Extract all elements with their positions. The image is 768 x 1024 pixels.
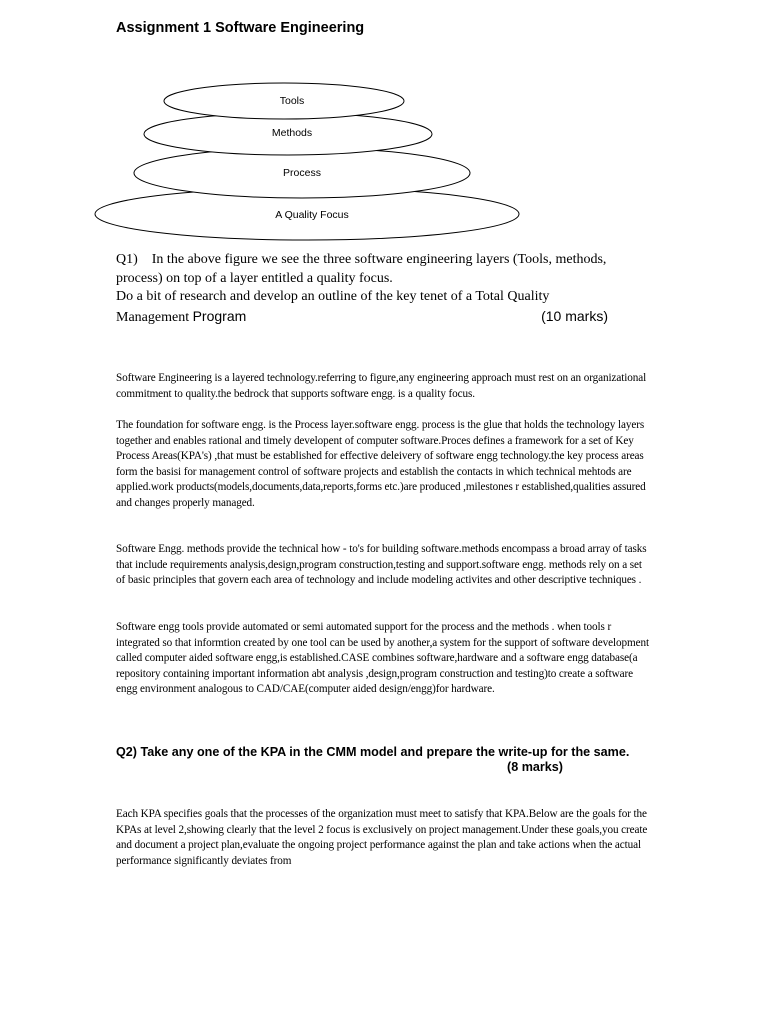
question-2-marks: (8 marks) [507, 760, 564, 774]
question-1-line-1: Q1) In the above figure we see the three software engineering layers (Tools, methods, [116, 252, 607, 267]
document-title: Assignment 1 Software Engineering [116, 20, 365, 36]
answer-1-paragraph-4: Software engg tools provide automated or semi automated support for the process and the methods . when tools r integrated so that informtion created by one tool can be used by another,a system for the support of software development called computer aided software engg,is established.CASE combines software,hardware and a software engg database(a repository containing important information abt analysis ,design,program construction and testing)to create a software engg environment analogous to CAD/CAE(computer aided design/engg)for hardware. [116, 621, 649, 696]
answer-1-paragraph-2: The foundation for software engg. is the Process layer.software engg. process is the glue that holds the technology layers together and enables rational and timely developent of computer software.Proces defines a framework for a set of Key Process Areas(KPA's) ,that must be established for effective deleivery of software engg technology.the key process areas form the basisi for management control of software projects and establish the contacts in which technical mehtods are applied.work products(models,documents,data,reports,forms etc.)are produced ,milestones r established,qualities assured and changes properly managed. [116, 419, 646, 509]
answer-1-paragraph-1: Software Engineering is a layered technology.referring to figure,any engineering approach must rest on an organizational commitment to quality.the bedrock that supports software engg. is a quality focus. [116, 372, 647, 400]
layer-process-label: Process [283, 166, 321, 179]
software-engineering-layers-diagram [0, 0, 768, 260]
layer-tools-label: Tools [279, 94, 305, 107]
question-1-line-2: process) on top of a layer entitled a quality focus. [116, 270, 393, 286]
question-1-line-4-text: Management [116, 309, 193, 325]
question-1-marks: (10 marks) [541, 307, 608, 324]
answer-2-paragraph-1: Each KPA specifies goals that the processes of the organization must meet to satisfy that KPA.Below are the goals for the KPAs at level 2,showing clearly that the level 2 focus is exclusively on project management.Under these goals,you create and document a project plan,evaluate the ongoing project performance against the plan and take actions when the actual performance significantly deviates from [116, 808, 648, 867]
question-2: Q2) Take any one of the KPA in the CMM model and prepare the write-up for the same. [116, 745, 630, 759]
layer-methods-label: Methods [271, 126, 313, 139]
question-1-line-3: Do a bit of research and develop an outline of the key tenet of a Total Quality [116, 289, 550, 304]
layer-quality-focus-label: A Quality Focus [275, 208, 349, 221]
question-1 [116, 251, 656, 327]
layer-tools [164, 83, 404, 119]
answer-1-paragraph-3: Software Engg. methods provide the technical how - to's for building software.methods encompass a broad array of tasks that include requirements analysis,design,program construction,testing and support.software engg. methods rely on a set of basic principles that govern each area of technology and include modeling activites and other descriptive techniques . [116, 543, 647, 587]
layer-process [134, 148, 470, 198]
question-1-program-word: Program [192, 307, 247, 324]
question-1-line-4 [116, 307, 656, 328]
